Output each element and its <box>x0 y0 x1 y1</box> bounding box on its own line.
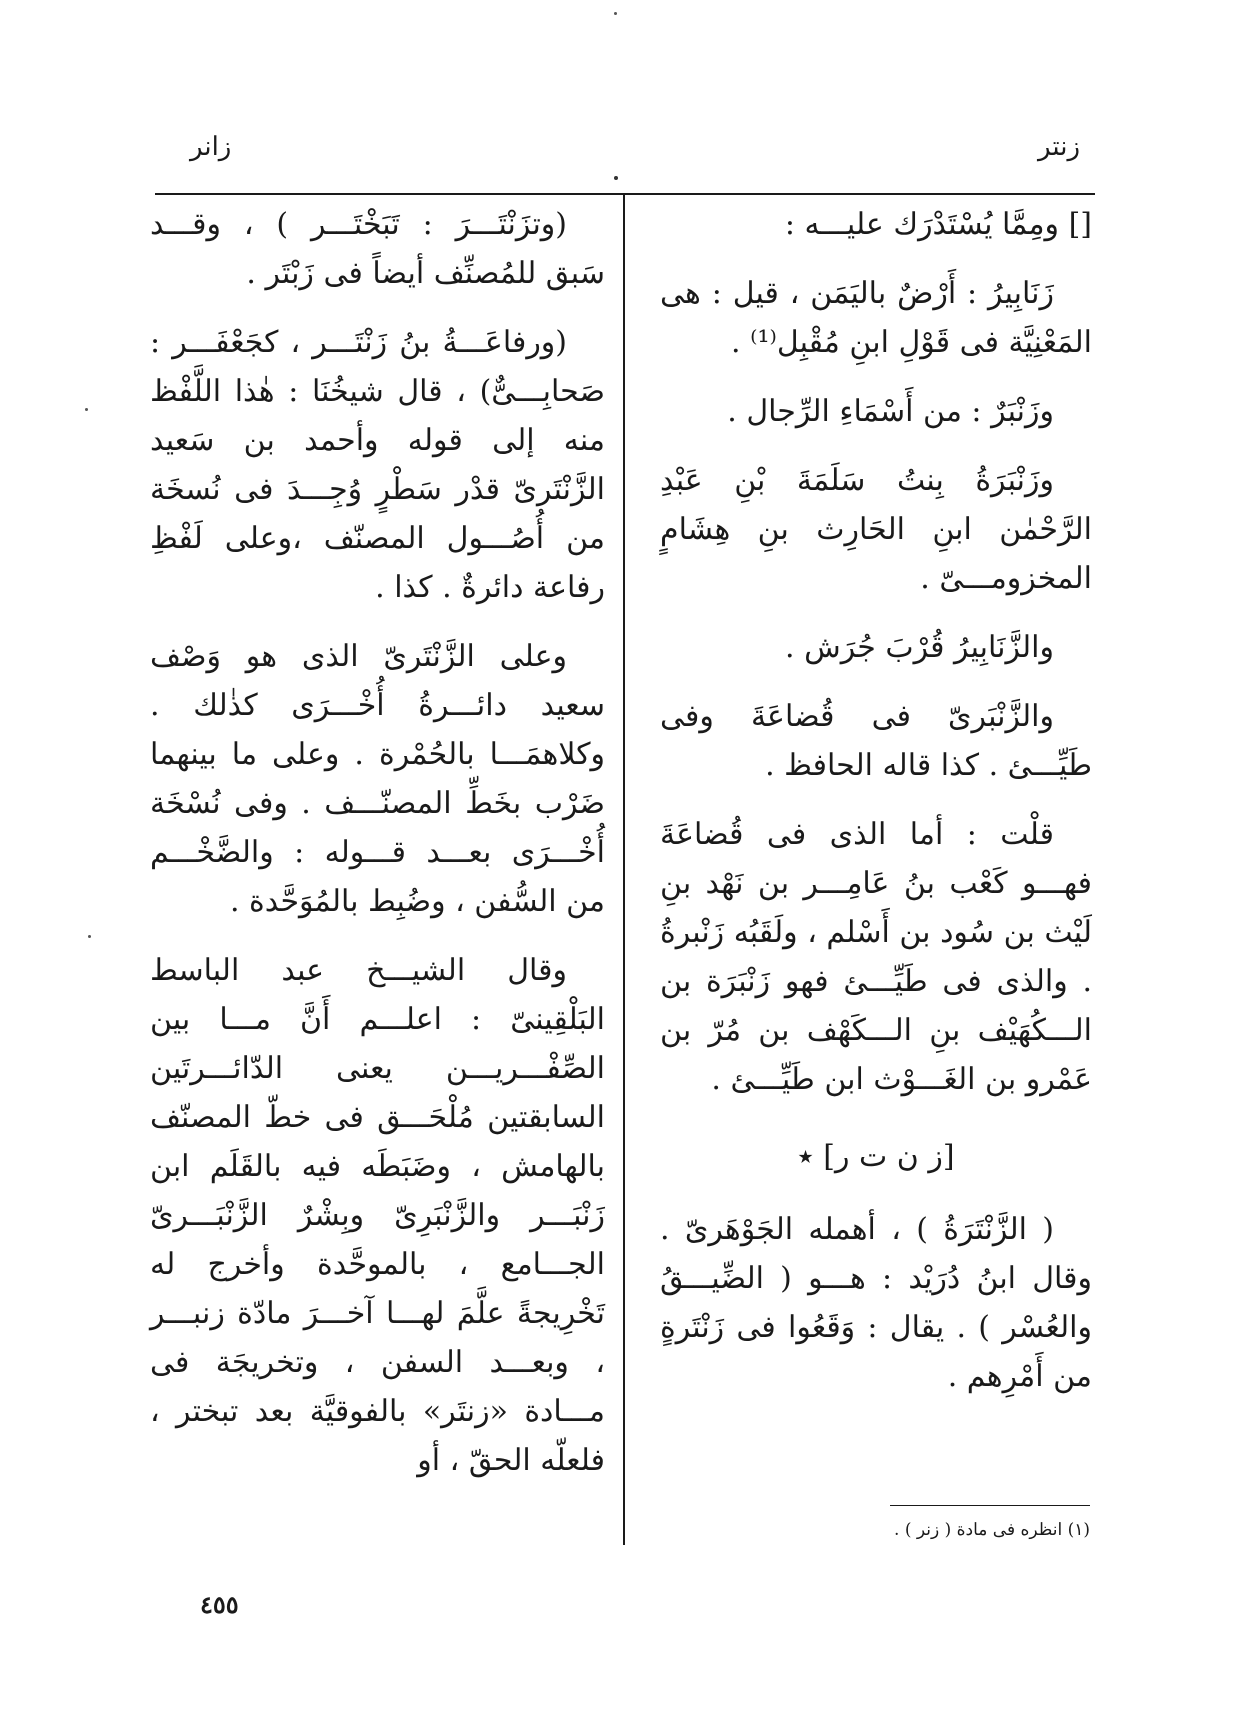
paragraph: وقال الشيـــخ عبد الباسط البَلْقِينىّ : اعلـــم أَنَّ مـــا بين الصِّفْـــريـــن يعنى الدّائـــرتَين السابقتين مُلْحَـــق فى خطّ المصنّف بالهامش ، وضَبَطَه فيه بالقَلَم ابن زَنْبَـــر والزَّنْبَرِىّ وبِشْرٌ الزَّنْبَـــرىّ الجـــامع ، بالموحَّدة وأخرج له تَخْرِيجةً علَّمَ لهـــا آخـــرَ مادّة زنبـــر ، وبعـــد السفن ، وتخريجَة فى مـــادة «زنتَر» بالفوقيَّة بعد تبختر ، فلعلّه الحقّ ، أو <box>150 953 605 1478</box>
paragraph: ( الزَّنْتَرَةُ ) ، أهمله الجَوْهَرىّ . وقال ابنُ دُرَيْد : هـــو ( الضِّيـــقُ والعُسْر ) . يقال : وَقَعُوا فى زَنْتَرةٍ من أَمْرِهم . <box>660 1212 1092 1394</box>
scan-speck <box>85 408 88 411</box>
paragraph: قلْت : أما الذى فى قُضاعَةَ فهـــو كَعْب بنُ عَامِـــر بن نَهْد بنِ لَيْث بن سُود بن أَسْلم ، ولَقَبُه زَنْبرةُ . والذى فى طَيِّـــئ فهو زَنْبَرَة بن الـــكُهَيْف بنِ الـــكَهْف بن مُرّ بن عَمْرو بن الغَـــوْث ابن طَيِّـــئ . <box>660 817 1092 1097</box>
section-title: [ز ن ت ر] ٭ <box>797 1139 955 1174</box>
header-left-word: زانر <box>190 132 232 162</box>
header-dot <box>614 176 618 180</box>
paragraph: (وتزَنْتَـــرَ : تَبَخْتَـــر ) ، وقـــد سَبق للمُصنِّف أيضاً فى زَبْتَر . <box>150 207 605 291</box>
footnote-rule <box>890 1505 1090 1506</box>
right-column <box>660 200 1092 1421</box>
paragraph: [] ومِمَّا يُسْتَدْرَك عليـــه : <box>784 207 1092 242</box>
paragraph: وزَنْبَرَةُ بِنتُ سَلَمَةَ بْنِ عَبْدِ الرَّحْمٰن ابنِ الحَارِث بنِ هِشَامٍ المخزومـــىّ . <box>660 463 1092 596</box>
paragraph: زَنَابِيرُ : أَرْضٌ باليَمَن ، قيل : هى المَعْنِيَّة فى قَوْلِ ابنِ مُقْبِل⁽¹⁾ . <box>660 276 1092 360</box>
scan-speck <box>614 12 617 15</box>
paragraph: والزَّنْبَرىّ فى قُضاعَةَ وفى طَيِّـــئ . كذا قاله الحافظ . <box>660 699 1092 783</box>
footnote: (١) انظره فى مادة ( زنر ) . <box>894 1520 1090 1540</box>
paragraph: والزَّنَابِيرُ قُرْبَ جُرَش . <box>785 630 1054 665</box>
paragraph: وعلى الزَّنْتَرىّ الذى هو وَصْف سعيد دائـــرةُ أُخْـــرَى كذٰلك . وكلاهمَـــا بالحُمْرة . وعلى ما بينهما ضَرْب بخَطِّ المصنّـــف . وفى نُسْخَة أُخْـــرَى بعـــد قـــوله : والضَّخْـــم من السُّفن ، وضُبِط بالمُوَحَّدة . <box>150 639 605 919</box>
header-right-word: زنتر <box>1038 132 1080 162</box>
page-number: ٤٥٥ <box>200 1590 239 1619</box>
left-column <box>150 200 605 1505</box>
column-divider <box>623 193 625 1545</box>
scan-speck <box>88 935 91 938</box>
paragraph: (ورفاعَـــةُ بنُ زَنْتَـــر ، كجَعْفَـــر : صَحابِـــىٌّ) ، قال شيخُنَا : هٰذا اللَّفْظ منه إلى قوله وأحمد بن سَعيد الزَّنْتَرىّ قدْر سَطْرٍ وُجِـــدَ فى نُسخَة من أُصُـــول المصنّف ،وعلى لَفْظِ رفاعة دائرةٌ . كذا . <box>150 325 605 605</box>
paragraph: وزَنْبَرٌ : من أَسْمَاءِ الرِّجال . <box>727 394 1054 429</box>
header-rule <box>155 193 1095 195</box>
